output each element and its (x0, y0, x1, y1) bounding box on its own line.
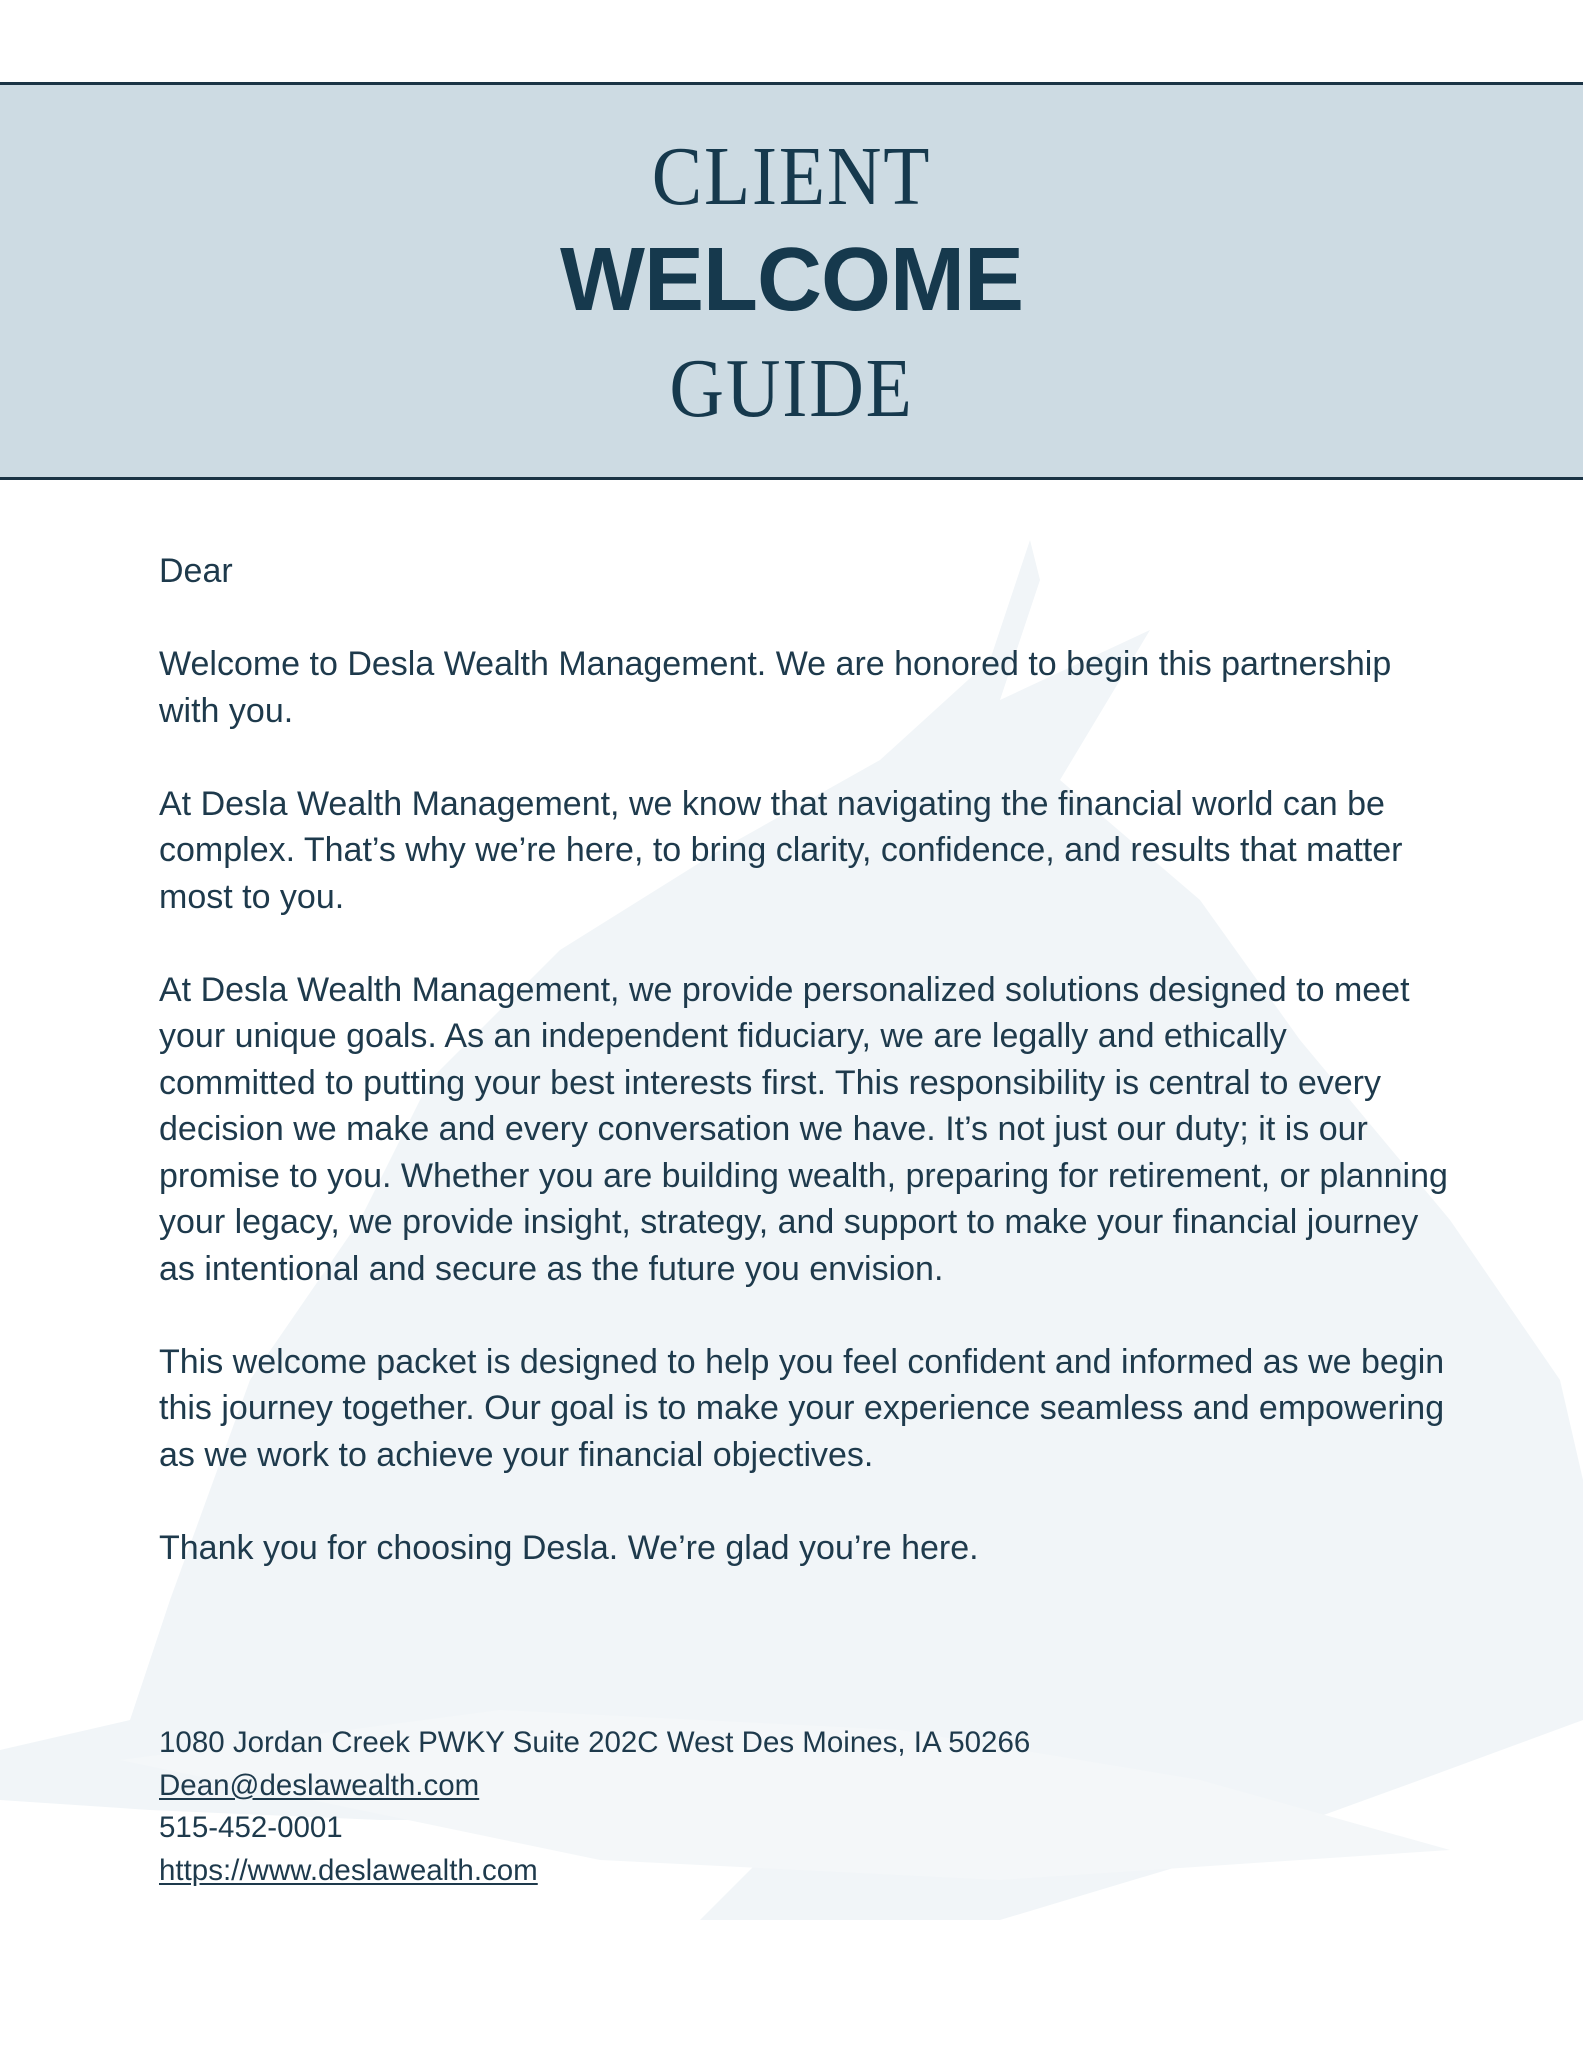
contact-website-link[interactable]: https://www.deslawealth.com (159, 1853, 538, 1887)
title-welcome: WELCOME (560, 230, 1023, 330)
paragraph-clarity: At Desla Wealth Management, we know that navigating the financial world can be complex. That’s why we’re here, to bring clarity, confidence, and results that matter most to you. (159, 784, 1403, 916)
contact-phone: 515-452-0001 (159, 1811, 343, 1844)
title-guide: GUIDE (669, 342, 914, 435)
salutation: Dear (159, 552, 233, 590)
contact-block (159, 1722, 1449, 1892)
paragraph-packet: This welcome packet is designed to help you feel confident and informed as we begin this journey together. Our goal is to make your experience seamless and empowering as we work to achieve your financial objectives. (159, 1342, 1445, 1474)
contact-email-link[interactable]: Dean@deslawealth.com (159, 1768, 480, 1802)
contact-address: 1080 Jordan Creek PWKY Suite 202C West Des Moines, IA 50266 (159, 1726, 1031, 1759)
header-banner (0, 82, 1583, 480)
paragraph-welcome: Welcome to Desla Wealth Management. We are honored to begin this partnership with you. (159, 645, 1392, 730)
letter-body (159, 548, 1449, 1618)
title-client: CLIENT (651, 130, 932, 223)
paragraph-fiduciary: At Desla Wealth Management, we provide personalized solutions designed to meet your unique goals. As an independent fiduciary, we are legally and ethically committed to putting your best interests first. This responsibility is central to every decision we make and every conversation we have. It’s not just our duty; it is our promise to you. Whether you are building wealth, preparing for retirement, or planning your legacy, we provide insight, strategy, and support to make your financial journey as intentional and secure as the future you envision. (159, 970, 1448, 1288)
paragraph-thanks: Thank you for choosing Desla. We’re glad you’re here. (159, 1528, 979, 1567)
